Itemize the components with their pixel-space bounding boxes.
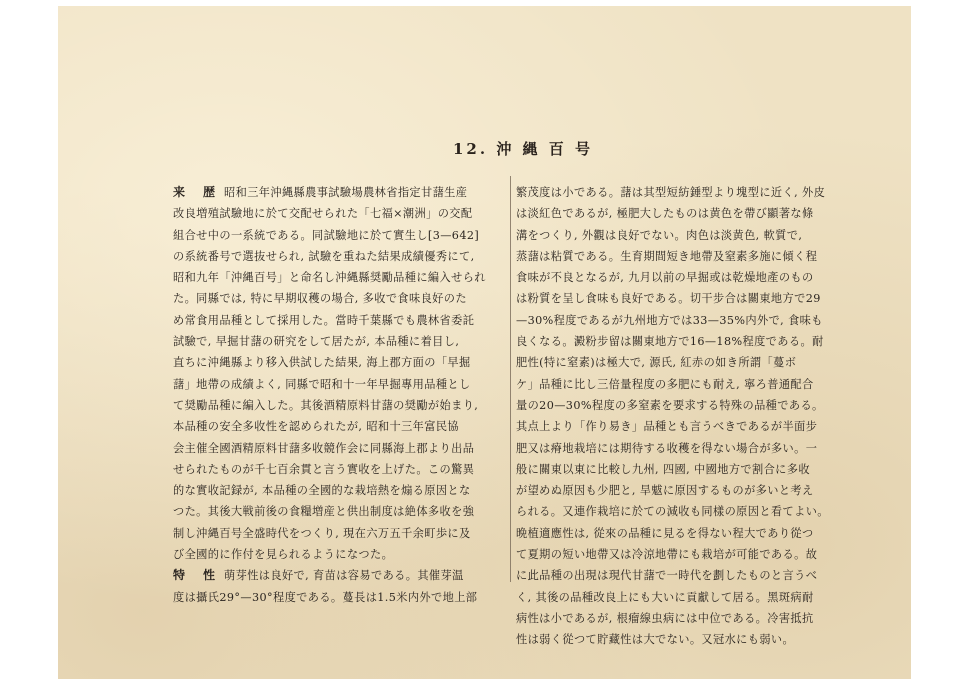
column-divider bbox=[510, 176, 511, 582]
paragraph-line: 試驗で, 早掘甘藷の研究をして居たが, 本品種に着目し, bbox=[173, 335, 460, 349]
paragraph-line: 会主催全國酒精原料甘藷多收競作会に同縣海上郡より出品 bbox=[173, 441, 475, 455]
paragraph-line: 晩植適應性は, 從來の品種に見るを得ない程大であり從つ bbox=[516, 526, 814, 540]
paragraph-line: 特 性 萌芽性は良好で, 育苗は容易である。其催芽温 bbox=[173, 568, 464, 583]
paragraph-line: 的な實收記録が, 本品種の全國的な栽培熱を煽る原因とな bbox=[173, 484, 471, 498]
paragraph-line: 昭和九年「沖縄百号」と命名し沖縄縣奨勵品種に編入せられ bbox=[173, 271, 486, 285]
paragraph-line: が望めぬ原因も少肥と, 旱魃に原因するものが多いと考え bbox=[516, 484, 814, 498]
paragraph-line: 肥又は瘠地栽培には期待する收穫を得ない場合が多い。一 bbox=[516, 441, 818, 455]
paragraph-line: 溝をつくり, 外觀は良好でない。肉色は淡黄色, 軟質で, bbox=[516, 228, 803, 242]
paragraph-line: 組合せ中の一系統である。同試驗地に於て實生し[3—642] bbox=[173, 228, 480, 242]
paragraph-line: せられたものが千七百余貫と言う實收を上げた。この驚異 bbox=[173, 462, 475, 476]
heading-history: 来 歴 bbox=[173, 185, 219, 199]
paragraph-line: て奨勵品種に編入した。其後酒精原料甘藷の奨勵が始まり, bbox=[173, 398, 479, 412]
paragraph-line: 病性は小であるが, 根瘤線虫病には中位である。冷害抵抗 bbox=[516, 611, 814, 625]
paragraph-line: 食味が不良となるが, 九月以前の早掘或は乾燥地產のもの bbox=[516, 271, 814, 285]
paragraph-line: 般に關東以東に比較し九州, 四國, 中國地方で割合に多收 bbox=[516, 462, 810, 476]
paragraph-line: 蒸藷は粘質である。生育期間短き地帶及窒素多施に傾く程 bbox=[516, 249, 818, 263]
paragraph-line: く, 其後の品種改良上にも大いに貢獻して居る。黑斑病耐 bbox=[516, 590, 814, 604]
scanned-page bbox=[58, 6, 911, 679]
paragraph-line: 繁茂度は小である。藷は其型短紡錘型より塊型に近く, 外皮 bbox=[516, 186, 826, 199]
paragraph-line: た。同縣では, 特に早期収穫の場合, 多收で食味良好のた bbox=[173, 292, 467, 306]
paragraph-line: 肥性(特に窒素)は極大で, 源氏, 紅赤の如き所謂「蔓ボ bbox=[516, 356, 797, 370]
paragraph-line: 度は攝氏29°—30°程度である。蔓長は1.5米内外で地上部 bbox=[173, 590, 478, 604]
paragraph-line: —30%程度であるが九州地方では33—35%内外で, 食味も bbox=[516, 313, 823, 327]
right-column bbox=[516, 182, 846, 651]
paragraph-line: 改良増殖試驗地に於て交配せられた「七福×潮洲」の交配 bbox=[173, 207, 473, 221]
paragraph-line: に此品種の出現は現代甘藷で一時代を劃したものと言うべ bbox=[516, 569, 818, 583]
paragraph-line: ケ」品種に比し三倍量程度の多肥にも耐え, 寧ろ普通配合 bbox=[516, 377, 814, 391]
paragraph-line: 性は弱く從つて貯藏性は大でない。又冠水にも弱い。 bbox=[516, 633, 795, 647]
paragraph-line: 良くなる。澱粉步留は關東地方で16—18%程度である。耐 bbox=[516, 335, 824, 349]
heading-characteristics: 特 性 bbox=[173, 568, 219, 583]
paragraph-line: 制し沖縄百号全盛時代をつくり, 現在六万五千余町歩に及 bbox=[173, 526, 471, 540]
paragraph-line: の系統番号で選抜せられ, 試驗を重ねた結果成績優秀にて, bbox=[173, 249, 475, 263]
paragraph-line: は粉質を呈し食味も良好である。切干步合は關東地方で29 bbox=[516, 292, 821, 306]
paragraph-line: は淡紅色であるが, 極肥大したものは黄色を帶び顯著な條 bbox=[516, 207, 814, 221]
paragraph-line: つた。其後大戦前後の食糧増産と供出制度は絶体多收を強 bbox=[173, 505, 475, 519]
paragraph-line: び全國的に作付を見られるようになつた。 bbox=[173, 548, 394, 562]
paragraph-line: 量の20—30%程度の多窒素を要求する特殊の品種である。 bbox=[516, 398, 824, 412]
paragraph-line: 本品種の安全多收性を認められたが, 昭和十三年富民協 bbox=[173, 420, 460, 434]
paragraph-line: られる。又連作栽培に於ての減收も同樣の原因と看てよい。 bbox=[516, 505, 829, 519]
paragraph-line: 来 歴 昭和三年沖縄縣農事試驗場農林省指定甘藷生産 bbox=[173, 185, 468, 199]
paragraph-line: て夏期の短い地帶又は冷涼地帶にも栽培が可能である。故 bbox=[516, 548, 818, 562]
left-column bbox=[173, 182, 493, 608]
paragraph-line: 其点上より「作り易き」品種とも言うべきであるが半面步 bbox=[516, 420, 818, 434]
paragraph-line: め常食用品種として採用した。當時千葉縣でも農林省委託 bbox=[173, 313, 475, 327]
paragraph-line: 直ちに沖縄縣より移入供試した結果, 海上郡方面の「早掘 bbox=[173, 356, 471, 370]
paragraph-line: 藷」地帶の成績よく, 同縣で昭和十一年早掘專用品種とし bbox=[173, 377, 471, 391]
section-title: 12. 沖 縄 百 号 bbox=[453, 140, 593, 158]
